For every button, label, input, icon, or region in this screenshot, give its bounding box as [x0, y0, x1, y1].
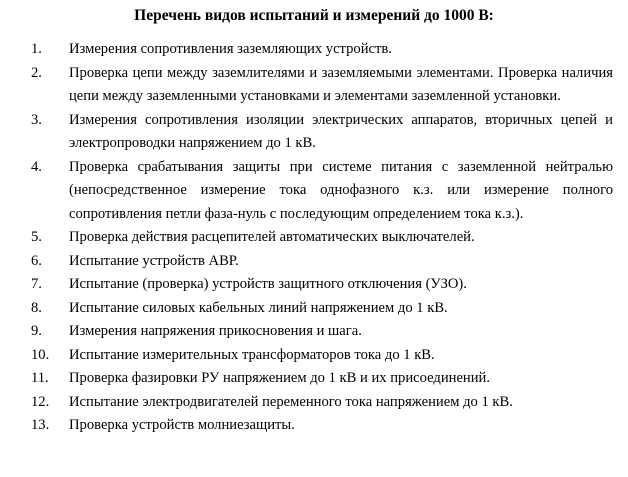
item-number: 5.: [31, 229, 42, 245]
item-number: 8.: [31, 299, 42, 316]
item-text: Испытание силовых кабельных линий напряжением до 1 кВ.: [69, 299, 448, 316]
list-item: [0, 320, 613, 344]
list-item: [0, 156, 613, 227]
list-item: [0, 367, 613, 391]
list-item: [0, 109, 613, 156]
item-number: 13.: [31, 417, 50, 433]
item-number: 1.: [31, 41, 42, 57]
item-text: Испытание измерительных трансформаторов тока до 1 кВ.: [69, 346, 435, 363]
list-item: [0, 38, 613, 62]
list-item: [0, 297, 613, 321]
item-text: Измерения напряжения прикосновения и шага.: [69, 323, 362, 339]
item-text: Испытание устройств АВР.: [69, 252, 239, 269]
list-item: [0, 250, 613, 274]
item-number: 9.: [31, 323, 42, 339]
item-text: Испытание электродвигателей переменного тока напряжением до 1 кВ.: [69, 393, 513, 410]
item-text: Проверка срабатывания защиты при системе питания с заземленной нейтралью (непосредственное измерение тока однофазного к.з. или измерение полного сопротивления петли фаза-нуль с последующим определением тока к.з.).: [69, 158, 613, 222]
item-text: Проверка действия расцепителей автоматических выключателей.: [69, 229, 475, 245]
item-number: 12.: [31, 393, 50, 410]
list-item: [0, 414, 613, 438]
item-number: 2.: [31, 64, 42, 81]
list-item: [0, 273, 613, 297]
item-number: 10.: [31, 346, 50, 363]
item-number: 3.: [31, 111, 42, 128]
list-item: [0, 344, 613, 368]
item-text: Испытание (проверка) устройств защитного отключения (УЗО).: [69, 276, 467, 292]
item-number: 4.: [31, 158, 42, 175]
item-number: 11.: [31, 370, 49, 386]
item-number: 6.: [31, 252, 42, 269]
item-text: Измерения сопротивления изоляции электрических аппаратов, вторичных цепей и электропроводки напряжением до 1 кВ.: [69, 111, 613, 151]
tests-list: [0, 38, 613, 438]
item-number: 7.: [31, 276, 42, 292]
item-text: Измерения сопротивления заземляющих устройств.: [69, 41, 392, 57]
list-item: [0, 226, 613, 250]
item-text: Проверка цепи между заземлителями и заземляемыми элементами. Проверка наличия цепи между заземленными установками и элементами заземленной установки.: [69, 64, 613, 104]
list-item: [0, 391, 613, 415]
list-item: [0, 62, 613, 109]
document-title: Перечень видов испытаний и измерений до 1000 В:: [134, 7, 494, 24]
item-text: Проверка фазировки РУ напряжением до 1 кВ и их присоединений.: [69, 370, 491, 386]
item-text: Проверка устройств молниезащиты.: [69, 417, 295, 433]
